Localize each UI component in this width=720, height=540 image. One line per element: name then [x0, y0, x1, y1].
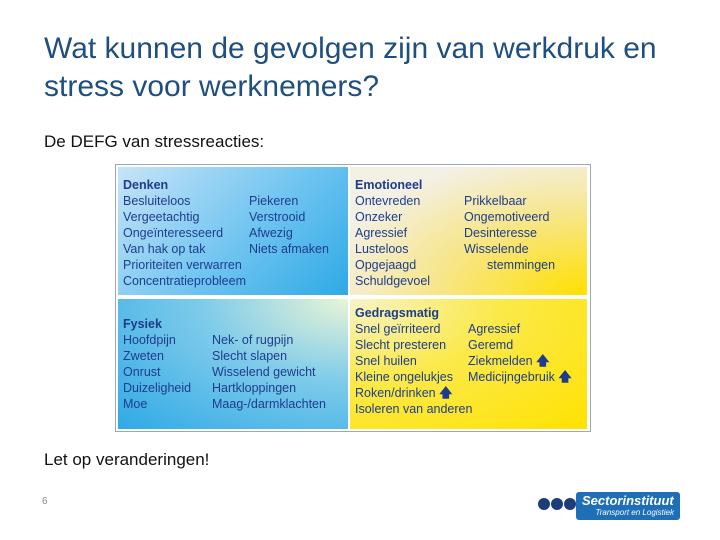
quadrant-fysiek	[118, 299, 348, 429]
list-item: Kleine ongelukjes	[355, 370, 453, 384]
list-item: Niets afmaken	[249, 242, 329, 256]
list-item: Nek- of rugpijn	[212, 333, 294, 347]
list-item: Agressief	[355, 226, 408, 240]
list-item: Ontevreden	[355, 194, 421, 208]
list-item: Vergeetachtig	[123, 210, 200, 224]
list-item: Zweten	[123, 349, 164, 363]
list-item-label: Roken/drinken	[355, 386, 436, 400]
quadrant-emotioneel	[350, 167, 587, 295]
list-item: Concentratieprobleem	[123, 274, 246, 288]
logo-dot-icon	[564, 498, 576, 510]
logo-dot-icon	[538, 498, 550, 510]
quadrant-header: Fysiek	[123, 317, 162, 331]
list-item: Lusteloos	[355, 242, 409, 256]
logo-dot-icon	[551, 498, 563, 510]
list-item: Ongemotiveerd	[464, 210, 550, 224]
quadrant-header: Denken	[123, 178, 169, 192]
list-item: Hartkloppingen	[212, 381, 297, 395]
up-arrow-icon: 🡅	[439, 385, 453, 400]
list-item-label: Medicijngebruik	[468, 370, 555, 384]
list-item: Snel geïrriteerd	[355, 322, 441, 336]
list-item: Opgejaagd	[355, 258, 417, 272]
list-item: Isoleren van anderen	[355, 402, 473, 416]
list-item: Geremd	[468, 338, 514, 352]
list-item: Van hak op tak	[123, 242, 206, 256]
slide-subtitle: De DEFG van stressreacties:	[44, 132, 265, 151]
up-arrow-icon: 🡅	[558, 369, 572, 384]
list-item: Prioriteiten verwarren	[123, 258, 242, 272]
sectorinstituut-logo	[536, 492, 682, 522]
list-item: Ongeïnteresseerd	[123, 226, 224, 240]
list-item: Agressief	[468, 322, 521, 336]
list-item: Slecht slapen	[212, 349, 288, 363]
logo-sub-text: Transport en Logistiek	[595, 508, 674, 517]
list-item: Snel huilen	[355, 354, 417, 368]
list-item: Besluiteloos	[123, 194, 191, 208]
list-item: Slecht presteren	[355, 338, 447, 352]
list-item: Desinteresse	[464, 226, 537, 240]
list-item: Wisselende	[464, 242, 529, 256]
list-item: Afwezig	[249, 226, 293, 240]
slide-title: Wat kunnen de gevolgen zijn van werkdruk en stress voor werknemers?	[44, 32, 657, 103]
logo-main-text: Sectorinstituut	[582, 493, 674, 508]
list-item: Piekeren	[249, 194, 299, 208]
list-item: Onzeker	[355, 210, 403, 224]
quadrant-gedragsmatig	[350, 299, 587, 429]
list-item-label: Ziekmelden	[468, 354, 533, 368]
list-item: Moe	[123, 397, 148, 411]
list-item: Onrust	[123, 365, 161, 379]
list-item	[468, 353, 549, 369]
list-item: stemmingen	[487, 258, 556, 272]
defg-grid	[115, 164, 591, 432]
list-item	[355, 385, 452, 401]
list-item: Maag-/darmklachten	[212, 397, 326, 411]
list-item	[468, 369, 572, 385]
list-item: Prikkelbaar	[464, 194, 527, 208]
up-arrow-icon: 🡅	[536, 353, 550, 368]
list-item: Verstrooid	[249, 210, 306, 224]
list-item: Hoofdpijn	[123, 333, 176, 347]
logo-box	[576, 492, 680, 520]
quadrant-header: Emotioneel	[355, 178, 423, 192]
quadrant-header: Gedragsmatig	[355, 306, 440, 320]
list-item: Schuldgevoel	[355, 274, 431, 288]
quadrant-denken	[118, 167, 348, 295]
note-text: Let op veranderingen!	[44, 450, 210, 469]
page-number: 6	[42, 496, 48, 507]
list-item: Wisselend gewicht	[212, 365, 316, 379]
list-item: Duizeligheid	[123, 381, 192, 395]
